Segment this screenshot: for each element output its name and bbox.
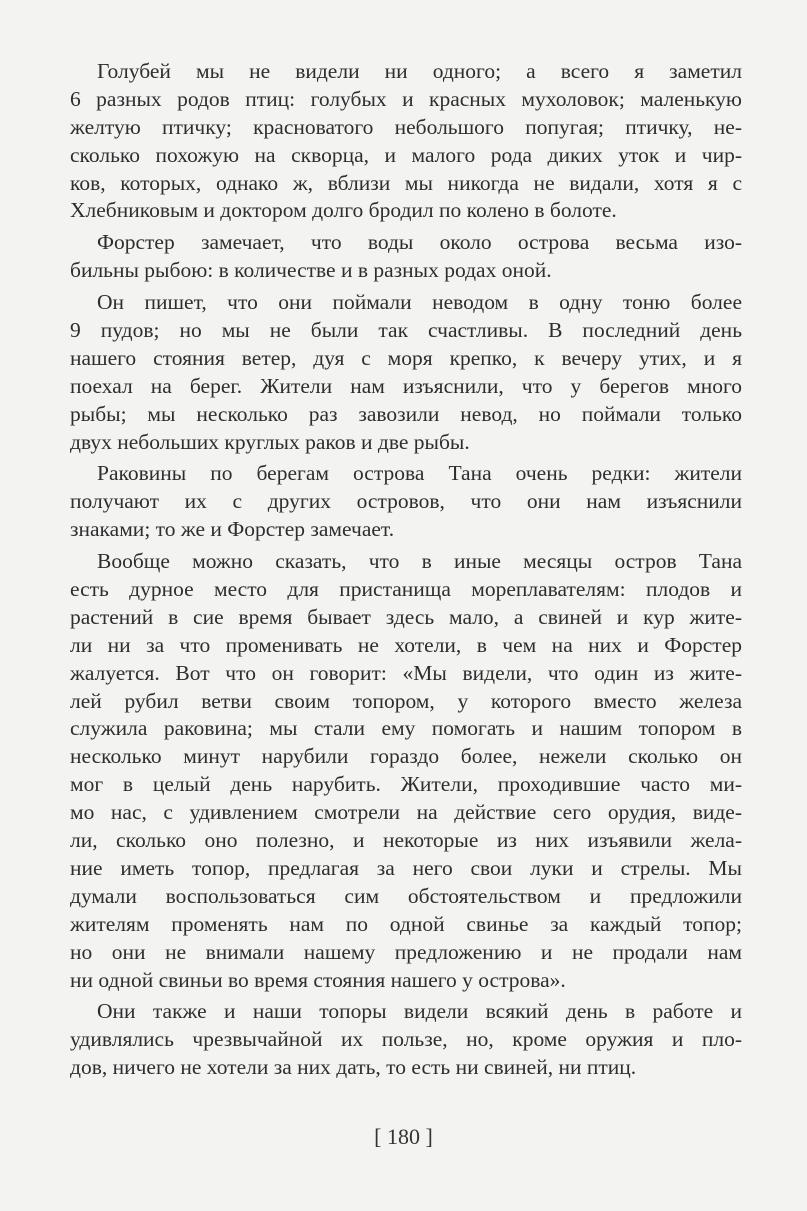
text-line: ние иметь топор, предлагая за него свои луки и стрелы. Мы: [70, 855, 742, 880]
text-line: мо нас, с удивлением смотрели на действие сего орудия, виде-: [70, 800, 742, 825]
paragraph: [70, 998, 742, 1082]
text-line: дов, ничего не хотели за них дать, то есть ни свиней, ни птиц.: [70, 1055, 637, 1080]
text-line: ни одной свиньи во время стояния нашего у острова».: [70, 967, 566, 992]
paragraph: [70, 58, 742, 225]
text-line: Он пишет, что они поймали неводом в одну тоню более: [97, 290, 742, 315]
text-line: ли, сколько оно полезно, и некоторые из них изъявили жела-: [70, 828, 742, 853]
text-line: знаками; то же и Форстер замечает.: [70, 517, 395, 542]
text-line: удивлялись чрезвычайной их пользе, но, кроме оружия и пло-: [70, 1027, 742, 1052]
paragraph: [70, 460, 742, 544]
text-line: 9 пудов; но мы не были так счастливы. В последний день: [70, 318, 742, 343]
text-line: есть дурное место для пристанища мореплавателям: плодов и: [70, 577, 742, 602]
text-line: жителям променять нам по одной свинье за каждый топор;: [70, 911, 742, 936]
text-line: 6 разных родов птиц: голубых и красных мухоловок; маленькую: [70, 86, 742, 111]
text-line: нашего стояния ветер, дуя с моря крепко, к вечеру утих, и я: [70, 345, 742, 370]
text-line: Они также и наши топоры видели всякий день в работе и: [97, 999, 742, 1024]
text-line: растений в сие время бывает здесь мало, а свиней и кур жите-: [70, 604, 742, 629]
text-line: служила раковина; мы стали ему помогать и нашим топором в: [70, 716, 742, 741]
text-line: лей рубил ветви своим топором, у которого вместо железа: [70, 688, 742, 713]
text-line: ли ни за что променивать не хотели, в чем на них и Форстер: [70, 632, 742, 657]
text-line: поехал на берег. Жители нам изъяснили, что у берегов много: [70, 373, 742, 398]
text-line: Форстер замечает, что воды около острова весьма изо-: [97, 230, 742, 255]
paragraph: [70, 229, 742, 285]
paragraph: [70, 289, 742, 456]
text-line: двух небольших круглых раков и две рыбы.: [70, 429, 470, 454]
text-line: Хлебниковым и доктором долго бродил по колено в болоте.: [70, 198, 617, 223]
text-line: рыбы; мы несколько раз завозили невод, но поймали только: [70, 401, 742, 426]
text-line: жалуется. Вот что он говорит: «Мы видели, что один из жите-: [70, 660, 742, 685]
text-line: несколько минут нарубили гораздо более, нежели сколько он: [70, 744, 742, 769]
text-line: получают их с других островов, что они нам изъяснили: [70, 489, 742, 514]
text-line: но они не внимали нашему предложению и не продали нам: [70, 939, 742, 964]
text-line: ков, которых, однако ж, вблизи мы никогда не видали, хотя я с: [70, 170, 742, 195]
text-line: желтую птичку; красноватого небольшого попугая; птичку, не-: [70, 114, 742, 139]
paragraph: [70, 548, 742, 994]
text-line: думали воспользоваться сим обстоятельством и предложили: [70, 883, 742, 908]
page-number: [ 180 ]: [374, 1124, 433, 1149]
text-line: Голубей мы не видели ни одного; а всего я заметил: [97, 59, 742, 83]
page-body: [70, 58, 742, 1082]
text-line: мог в целый день нарубить. Жители, проходившие часто ми-: [70, 772, 742, 797]
text-line: сколько похожую на скворца, и малого рода диких уток и чир-: [70, 142, 742, 167]
text-line: Раковины по берегам острова Тана очень редки: жители: [97, 461, 742, 486]
text-line: Вообще можно сказать, что в иные месяцы остров Тана: [97, 549, 742, 574]
text-line: бильны рыбою: в количестве и в разных родах оной.: [70, 258, 552, 283]
